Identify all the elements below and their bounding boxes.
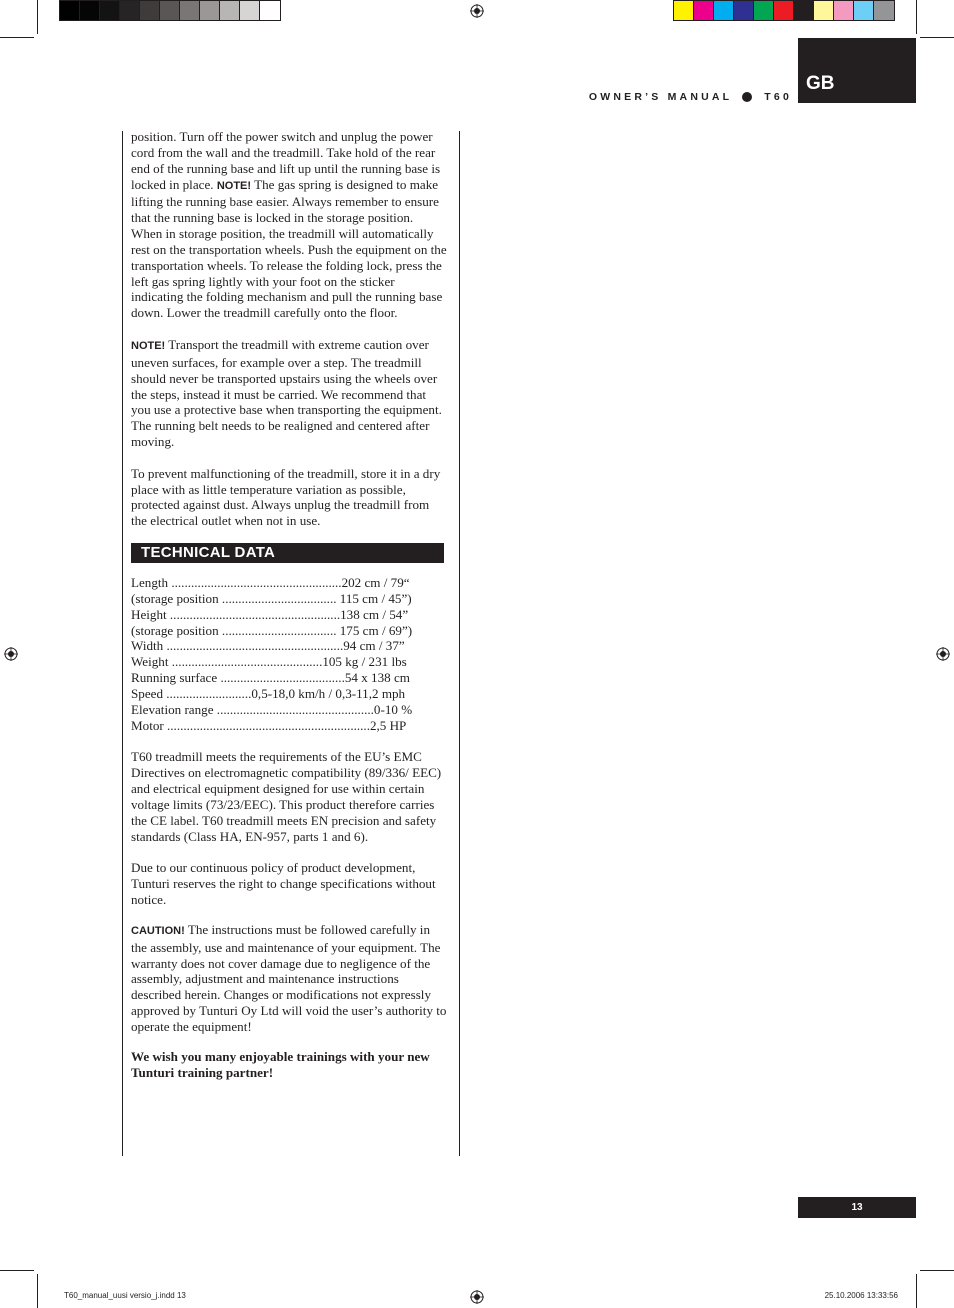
model-label: T60 <box>764 91 792 103</box>
color-swatch <box>694 1 714 20</box>
spec-row: Length ....................................................202 cm / 79“ <box>131 575 410 591</box>
gray-calibration-bar <box>59 0 281 21</box>
slug-date: 25.10.2006 13:33:56 <box>824 1291 898 1300</box>
color-calibration-bar <box>673 0 895 21</box>
color-swatch <box>60 1 80 20</box>
paragraph-transport-note: NOTE! Transport the treadmill with extreme caution over uneven surfaces, for example over a step. The treadmill should never be transported upstairs using the wheels over the steps, instead it must be carried. We recommend that you use a protective base when transporting the equipment. The running belt needs to be realigned and centered after moving. <box>131 336 442 450</box>
crop-mark <box>920 37 954 38</box>
language-tab: GB <box>798 38 916 103</box>
text-column <box>131 129 447 1080</box>
paragraph-storage: To prevent malfunctioning of the treadmill, store it in a dry place with as little temperature variation as possible, protected against dust. Always unplug the treadmill from the electrical outlet when not in use. <box>131 465 441 529</box>
color-swatch <box>200 1 220 20</box>
note-label: NOTE! <box>131 339 166 352</box>
caution-label: CAUTION! <box>131 924 185 937</box>
registration-target-icon <box>936 647 950 661</box>
spec-row: Running surface ......................................54 x 138 cm <box>131 670 410 686</box>
page-number: 13 <box>798 1197 916 1218</box>
spec-list <box>131 575 447 733</box>
manual-label: OWNER’S MANUAL <box>588 91 733 103</box>
color-swatch <box>220 1 240 20</box>
registration-target-icon <box>470 1290 484 1304</box>
color-swatch <box>260 1 280 20</box>
running-header <box>589 91 792 103</box>
section-heading-technical-data: TECHNICAL DATA <box>131 543 444 563</box>
color-swatch <box>80 1 100 20</box>
spec-row: Height ....................................................138 cm / 54” <box>131 606 409 622</box>
paragraph-compliance: T60 treadmill meets the requirements of the EU’s EMC Directives on electromagnetic compatibility (89/336/ EEC) and electrical equipment designed for use within certain voltage limits (73/23/EEC). This product therefore carries the CE label. T60 treadmill meets EN precision and safety standards (Class HA, EN-957, parts 1 and 6). <box>131 749 442 844</box>
paragraph-folding: position. Turn off the power switch and unplug the power cord from the wall and the treadmill. Take hold of the rear end of the running base and lift up until the running base is locked in place. NOTE! The gas spring is designed to make lifting the running base easier. Always remember to ensure that the running base is locked in the storage position. When in storage position, the treadmill will automatically rest on the transportation wheels. Push the equipment on the transportation wheels. To release the folding lock, press the left gas spring lightly with your foot on the sticker indicating the folding mechanism and pull the running base down. Lower the treadmill carefully onto the floor. <box>131 129 447 321</box>
color-swatch <box>100 1 120 20</box>
crop-mark <box>916 0 917 34</box>
color-swatch <box>120 1 140 20</box>
spec-row: Elevation range ................................................0-10 % <box>131 701 413 717</box>
color-swatch <box>814 1 834 20</box>
spec-row: Weight ..............................................105 kg / 231 lbs <box>131 654 407 670</box>
color-swatch <box>714 1 734 20</box>
color-swatch <box>674 1 694 20</box>
color-swatch <box>160 1 180 20</box>
column-rule-right <box>459 131 460 1156</box>
color-swatch <box>140 1 160 20</box>
paragraph-development: Due to our continuous policy of product development, Tunturi reserves the right to change specifications without notice. <box>131 860 436 907</box>
spec-row: Width ......................................................94 cm / 37” <box>131 638 405 654</box>
crop-mark <box>37 1274 38 1308</box>
registration-target-icon <box>470 4 484 18</box>
note-label: NOTE! <box>216 179 252 192</box>
slug-file-name: T60_manual_uusi versio_j.indd 13 <box>64 1291 186 1300</box>
registration-target-icon <box>4 647 18 661</box>
color-swatch <box>754 1 774 20</box>
color-swatch <box>874 1 894 20</box>
spec-row: Speed ..........................0,5-18,0 km/h / 0,3-11,2 mph <box>131 686 406 701</box>
paragraph-caution: CAUTION! The instructions must be followed carefully in the assembly, use and maintenance of your equipment. The warranty does not cover damage due to negligence of the assembly, adjustment and maintenance instructions described herein. Changes or modifications not expressly approved by Tunturi Oy Ltd will void the user’s authority to operate the equipment! <box>131 921 447 1034</box>
spec-row: (storage position ................................... 175 cm / 69”) <box>131 622 413 638</box>
bullet-dot-icon <box>742 92 752 102</box>
color-swatch <box>834 1 854 20</box>
crop-mark <box>920 1270 954 1271</box>
color-swatch <box>180 1 200 20</box>
crop-mark <box>0 37 34 38</box>
color-swatch <box>240 1 260 20</box>
color-swatch <box>794 1 814 20</box>
crop-mark <box>0 1270 34 1271</box>
spec-row: (storage position ................................... 115 cm / 45”) <box>131 590 412 606</box>
crop-mark <box>37 0 38 34</box>
column-rule-left <box>122 131 123 1156</box>
color-swatch <box>854 1 874 20</box>
color-swatch <box>734 1 754 20</box>
color-swatch <box>774 1 794 20</box>
crop-mark <box>916 1274 917 1308</box>
spec-row: Motor ..............................................................2,5 HP <box>131 717 407 733</box>
paragraph-closing: We wish you many enjoyable trainings with your new Tunturi training partner! <box>131 1048 430 1080</box>
